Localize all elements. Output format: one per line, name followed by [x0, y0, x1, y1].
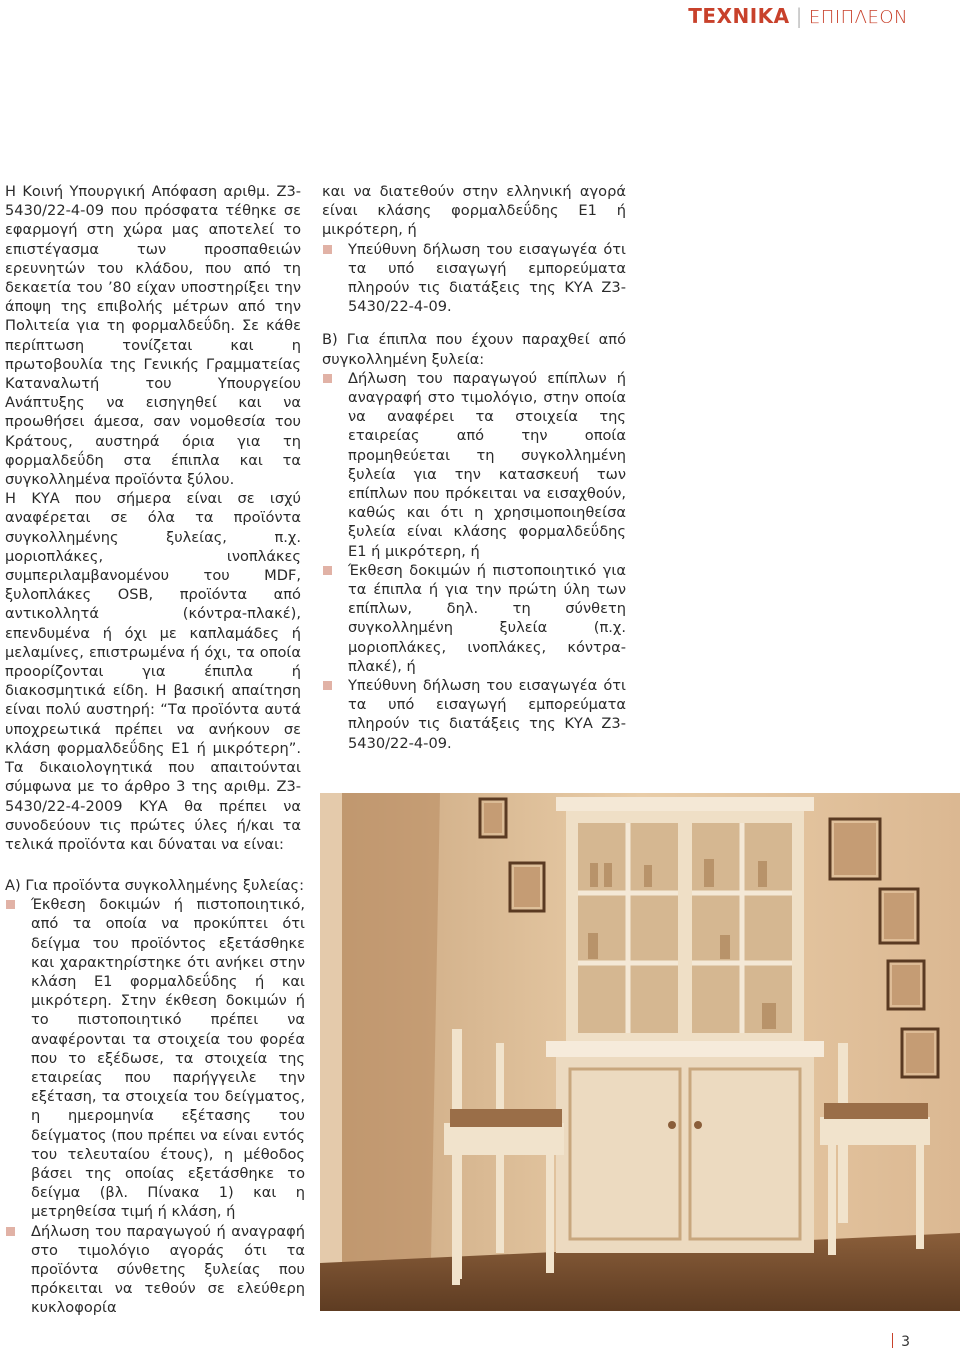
section-b-heading: Β) Για έπιπλα που έχουν παραχθεί από συγκολλημένη ξυλεία: — [322, 331, 626, 368]
bullet-list-a-continued — [322, 240, 626, 317]
list-item: Υπεύθυνη δήλωση του εισαγωγέα ότι τα υπό εισαγωγή εμπορεύματα πληρούν τις διατάξεις της ΚΥΑ Ζ3-5430/22-4-09. — [322, 676, 626, 753]
list-item: Έκθεση δοκιμών ή πιστοποιητικό για τα έπιπλα ή για την πρώτη ύλη των επίπλων, δηλ. τη σύνθετη συγκολλημένη ξυλεία (π.χ. μοριοπλάκες, ινοπλάκες, κόντρα-πλακέ), ή — [322, 561, 626, 676]
list-item: Δήλωση του παραγωγού επίπλων ή αναγραφή στο τιμολόγιο, στην οποία να αναφέρει τα στοιχεία της εταιρείας από την οποία προμηθεύεται τη συγκολλημένη ξυλεία για την κατασκευή των επίπλων που πρόκειται να εισαχθούν, καθώς και ότι η χρησιμοποιηθείσα ξυλεία είναι κλάσης φορμαλδεΰδης Ε1 ή μικρότερη, ή — [322, 369, 626, 561]
page-number: 3 — [892, 1333, 910, 1350]
left-text-column — [5, 182, 301, 854]
section-a-heading: Α) Για προϊόντα συγκολλημένης ξυλείας: — [5, 877, 304, 894]
list-item: Έκθεση δοκιμών ή πιστοποιητικό, από τα οποία να προκύπτει ότι δείγμα του προϊόντος εξετάσθηκε και χαρακτηρίστηκε ότι ανήκει στην κλάση Ε1 φορμαλδεΰδης ή και μικρότερη. Στην έκθεση δοκιμών ή το πιστοποιητικό πρέπει να αναφέρονται τα στοιχεία του φορέα που το εξέδωσε, τα στοιχεία της εταιρείας που παρήγγειλε την εξέταση, τα στοιχεία του δείγματος, η ημερομηνία εξέτασης του δείγματος (που πρέπει να είναι εντός του τελευταίου έτους), η μέθοδος βάσει της οποίας εξετάσθηκε το δείγμα (βλ. Πίνακα 1) και η μετρηθείσα τιμή ή κλάση, ή — [5, 895, 305, 1221]
section-subcategory: ΕΠΙΠΛΕΟΝ — [808, 7, 908, 28]
bullet-list-a — [5, 895, 305, 1317]
header-separator: | — [795, 4, 803, 28]
bottom-text-column — [5, 876, 305, 1318]
furniture-photo — [320, 793, 960, 1311]
list-item: Δήλωση του παραγωγού ή αναγραφή στο τιμολόγιο αγοράς ότι τα προϊόντα σύνθετης ξυλείας που πρόκειται να τεθούν σε ελεύθερη κυκλοφορία — [5, 1222, 305, 1318]
intro-paragraph: Η Κοινή Υπουργική Απόφαση αριθμ. Ζ3-5430/22-4-09 που πρόσφατα τέθηκε σε εφαρμογή στη χώρα μας αποτελεί το επιστέγασμα των προσπαθειών ερευνητών του κλάδου, που από τη δεκαετία του ’80 είχαν υποστηρίξει την άποψη της επιβολής μέτρων από την Πολιτεία για τη φορμαλδεΰδη. Σε κάθε περίπτωση τονίζεται και η πρωτοβουλία της Γενικής Γραμματείας Καταναλωτή του Υπουργείου Ανάπτυξης να εισηγηθεί και να προωθήσει άμεσα, σαν νομοθεσία του Κράτους, αυστηρά όρια για τη φορμαλδεΰδη στα έπιπλα και τα συγκολλημένα προϊόντα ξύλου. — [5, 183, 301, 489]
continuation-text: και να διατεθούν στην ελληνική αγορά είναι κλάσης φορμαλδεΰδης Ε1 ή μικρότερη, ή — [322, 183, 626, 239]
bullet-list-b — [322, 369, 626, 753]
right-text-column — [322, 182, 626, 753]
kya-paragraph: Η ΚΥΑ που σήμερα είναι σε ισχύ αναφέρεται σε όλα τα προϊόντα συγκολλημένης ξυλείας, π.χ. μοριοπλάκες, ινοπλάκες συμπεριλαμβανομένου του MDF, ξυλοπλάκες OSB, προϊόντα από αντικολλητά (κόντρα-πλακέ), επενδυμένα ή όχι με καπλαμάδες ή μελαμίνες, επιστρωμένα ή όχι, τα οποία προορίζονται για έπιπλα ή διακοσμητικά είδη. Η βασική απαίτηση είναι πολύ αυστηρή: “Τα προϊόντα αυτά υποχρεωτικά πρέπει να ανήκουν σε κλάση φορμαλδεΰδης Ε1 ή μικρότερη”. Τα δικαιολογητικά που απαιτούνται σύμφωνα με το άρθρο 3 της αριθμ. Ζ3-5430/22-4-2009 ΚΥΑ θα πρέπει να συνοδεύουν τις πρώτες ύλες ή/και τα τελικά προϊόντα και δύναται να είναι: — [5, 490, 301, 853]
page-header — [688, 4, 908, 28]
section-category: ΤΕΧΝΙΚΑ — [688, 4, 790, 28]
cabinet-illustration — [320, 793, 960, 1311]
list-item: Υπεύθυνη δήλωση του εισαγωγέα ότι τα υπό εισαγωγή εμπορεύματα πληρούν τις διατάξεις της ΚΥΑ Ζ3-5430/22-4-09. — [322, 240, 626, 317]
